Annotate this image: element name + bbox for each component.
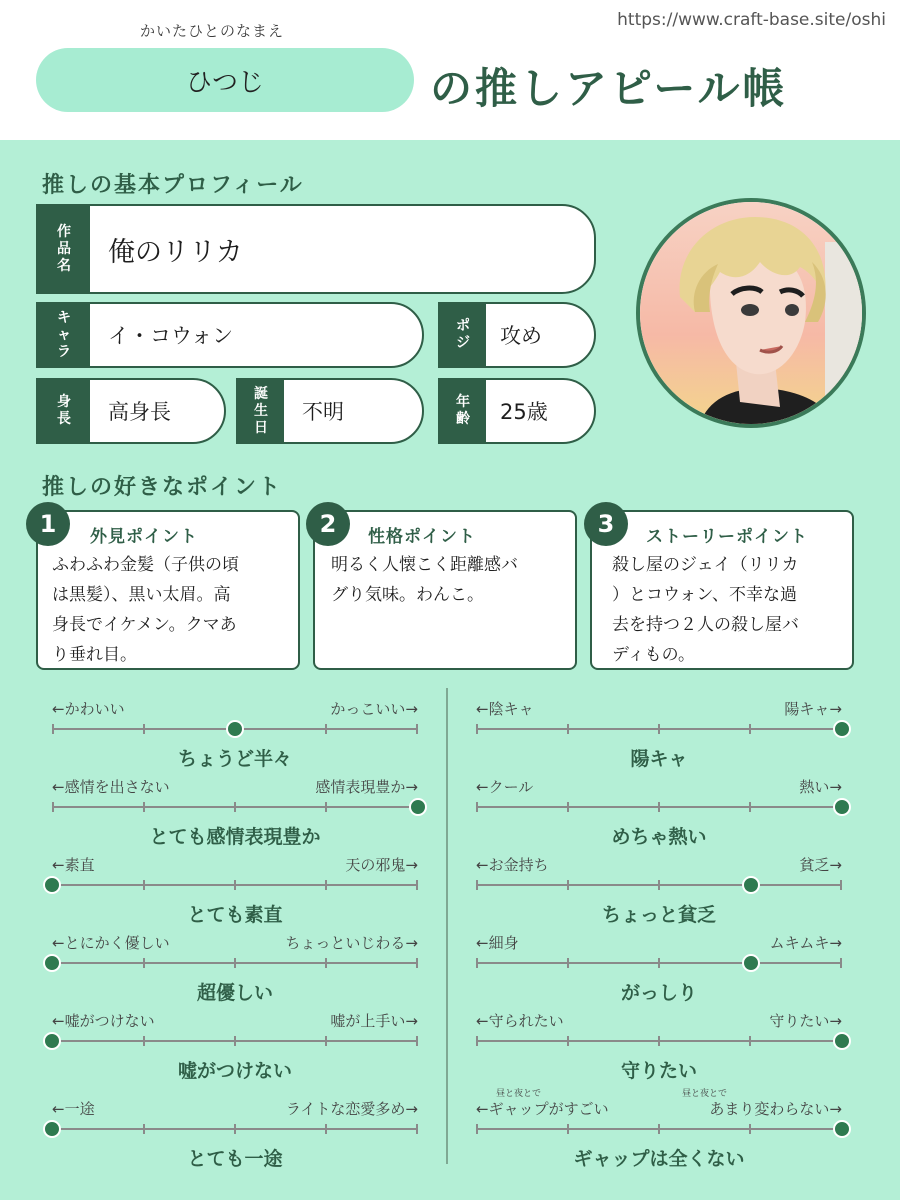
scale-left-label: ←感情を出さない — [52, 778, 170, 796]
scale-marker — [43, 876, 61, 894]
scale-left-4 — [52, 932, 418, 1008]
scale-tick — [658, 880, 660, 890]
scale-left-label: ←細身 — [476, 934, 519, 952]
scale-tick — [143, 724, 145, 734]
height-field — [36, 378, 226, 444]
scale-tick — [234, 802, 236, 812]
scale-right-3 — [476, 854, 842, 930]
scale-result: がっしり — [620, 982, 697, 1004]
character-field — [36, 302, 424, 368]
point-title-3: ストーリーポイント — [646, 527, 808, 547]
birthday-value: 不明 — [302, 400, 344, 424]
scale-left-label: ←守られたい — [476, 1012, 564, 1030]
scale-tick — [749, 1124, 751, 1134]
scale-right-label: かっこいい→ — [330, 700, 418, 718]
point-title-1: 外見ポイント — [90, 527, 198, 547]
scale-tick — [476, 958, 478, 968]
scale-result: 超優しい — [196, 982, 273, 1004]
scale-marker — [43, 1120, 61, 1138]
age-value: 25歳 — [500, 400, 548, 424]
scale-left-2 — [52, 776, 418, 852]
scale-tick — [325, 1036, 327, 1046]
scale-tick — [567, 802, 569, 812]
scale-tick — [234, 880, 236, 890]
scale-result: とても素直 — [187, 904, 283, 926]
character-portrait-illustration — [640, 202, 862, 424]
scale-result: ちょうど半々 — [177, 748, 292, 770]
scale-tick — [325, 1124, 327, 1134]
point-number-2: 2 — [306, 502, 350, 546]
scale-right-label: 貧乏→ — [799, 856, 842, 874]
age-field — [438, 378, 596, 444]
scale-left-note: 昼と夜とで — [496, 1089, 542, 1099]
scale-tick — [234, 1124, 236, 1134]
scale-tick — [840, 880, 842, 890]
scale-left-5 — [52, 1010, 418, 1086]
scale-tick — [143, 1036, 145, 1046]
scale-right-label: 嘘が上手い→ — [330, 1012, 418, 1030]
scale-tick — [658, 802, 660, 812]
point-body-3: 殺し屋のジェイ（リリカ ）とコウォン、不幸な過 去を持つ２人の殺し屋バ ディもの。 — [612, 555, 799, 665]
birthday-tag: 誕 生 日 — [238, 380, 284, 442]
scale-tick — [52, 802, 54, 812]
point-number-3: 3 — [584, 502, 628, 546]
scale-right-4 — [476, 932, 842, 1008]
scale-result: 守りたい — [620, 1060, 697, 1082]
height-tag: 身 長 — [38, 380, 90, 442]
scale-left-label: ←お金持ち — [476, 856, 549, 874]
scale-marker — [833, 798, 851, 816]
scale-marker — [409, 798, 427, 816]
scale-left-label: ←素直 — [52, 856, 95, 874]
page-title: の推しアピール帳 — [430, 64, 788, 113]
scale-tick — [143, 880, 145, 890]
scale-result: めちゃ熱い — [611, 826, 707, 848]
work-tag: 作 品 名 — [38, 206, 90, 292]
scale-right-1 — [476, 698, 842, 774]
scale-left-3 — [52, 854, 418, 930]
scale-right-label: あまり変わらない→ — [709, 1100, 842, 1118]
scale-right-label: 天の邪鬼→ — [345, 856, 418, 874]
scale-tick — [416, 1036, 418, 1046]
scale-tick — [658, 958, 660, 968]
scale-tick — [840, 958, 842, 968]
scale-marker — [742, 876, 760, 894]
column-divider — [446, 688, 448, 1164]
scale-tick — [416, 958, 418, 968]
scale-marker — [43, 954, 61, 972]
character-tag: キ ャ ラ — [38, 304, 90, 366]
scale-left-label: ←嘘がつけない — [52, 1012, 155, 1030]
profile-section-title: 推しの基本プロフィール — [42, 173, 304, 198]
scale-marker — [833, 720, 851, 738]
point-body-1: ふわふわ金髪（子供の頃 は黒髪）、黒い太眉。高 身長でイケメン。クマあ り垂れ目。 — [52, 555, 239, 665]
position-tag: ポ ジ — [440, 304, 486, 366]
point-title-2: 性格ポイント — [368, 527, 476, 547]
scale-result: 陽キャ — [630, 748, 688, 770]
scale-tick — [567, 880, 569, 890]
scale-tick — [476, 880, 478, 890]
points-section-title: 推しの好きなポイント — [42, 475, 283, 500]
character-value: イ・コウォン — [108, 324, 234, 348]
scale-tick — [234, 1036, 236, 1046]
scale-left-label: ←とにかく優しい — [52, 934, 170, 952]
scale-tick — [749, 802, 751, 812]
scale-tick — [234, 958, 236, 968]
site-url[interactable]: https://www.craft-base.site/oshi — [617, 10, 886, 30]
scale-right-2 — [476, 776, 842, 852]
scale-marker — [742, 954, 760, 972]
scale-left-label: ←かわいい — [52, 700, 125, 718]
scale-tick — [143, 802, 145, 812]
scale-left-label: ←一途 — [52, 1100, 95, 1118]
scale-right-label: ムキムキ→ — [769, 934, 842, 952]
scale-tick — [567, 958, 569, 968]
scale-right-label: ライトな恋愛多め→ — [285, 1100, 418, 1118]
scale-tick — [416, 1124, 418, 1134]
scale-left-1 — [52, 698, 418, 774]
scale-right-label: 守りたい→ — [769, 1012, 842, 1030]
scale-right-6 — [476, 1089, 842, 1174]
author-name: ひつじ — [185, 67, 264, 98]
scale-marker — [226, 720, 244, 738]
scale-result: 嘘がつけない — [177, 1060, 292, 1082]
author-name-pill — [36, 48, 414, 112]
work-field — [36, 204, 596, 294]
work-value: 俺のリリカ — [108, 236, 243, 268]
scale-tick — [325, 724, 327, 734]
scale-marker — [833, 1120, 851, 1138]
scale-tick — [416, 880, 418, 890]
scale-result: とても一途 — [187, 1148, 283, 1170]
scale-left-label: ←陰キャ — [476, 700, 534, 718]
scale-tick — [749, 724, 751, 734]
scale-right-label: 感情表現豊か→ — [315, 778, 418, 796]
scale-right-label: 陽キャ→ — [784, 700, 842, 718]
position-field — [438, 302, 596, 368]
birthday-field — [236, 378, 424, 444]
height-value: 高身長 — [108, 400, 171, 424]
author-caption: かいたひとのなまえ — [140, 22, 285, 40]
scale-tick — [567, 1124, 569, 1134]
age-tag: 年 齢 — [440, 380, 486, 442]
scale-tick — [143, 1124, 145, 1134]
scale-tick — [658, 1124, 660, 1134]
point-number-1: 1 — [26, 502, 70, 546]
scale-right-label: ちょっといじわる→ — [285, 934, 418, 952]
scale-tick — [476, 1036, 478, 1046]
scale-left-label: ←ギャップがすごい — [476, 1100, 609, 1118]
scale-right-label: 熱い→ — [799, 778, 842, 796]
scale-tick — [476, 724, 478, 734]
scale-right-note: 昼と夜とで — [682, 1089, 728, 1099]
scale-tick — [476, 1124, 478, 1134]
scale-tick — [416, 724, 418, 734]
scale-result: ギャップは全くない — [573, 1148, 745, 1170]
scale-right-5 — [476, 1010, 842, 1086]
scale-tick — [567, 724, 569, 734]
point-body-2: 明るく人懐こく距離感バ グり気味。わんこ。 — [331, 555, 518, 605]
scale-left-label: ←クール — [476, 778, 534, 796]
scale-result: とても感情表現豊か — [149, 826, 321, 848]
scale-tick — [567, 1036, 569, 1046]
scale-tick — [143, 958, 145, 968]
character-avatar — [636, 198, 866, 428]
scale-tick — [749, 1036, 751, 1046]
scale-tick — [325, 958, 327, 968]
scale-left-6 — [52, 1098, 418, 1174]
scale-tick — [325, 802, 327, 812]
scale-result: ちょっと貧乏 — [601, 904, 716, 926]
position-value: 攻め — [500, 324, 542, 348]
scale-marker — [833, 1032, 851, 1050]
scale-tick — [325, 880, 327, 890]
scale-tick — [658, 724, 660, 734]
scale-tick — [52, 724, 54, 734]
scale-marker — [43, 1032, 61, 1050]
scale-tick — [658, 1036, 660, 1046]
scale-tick — [476, 802, 478, 812]
